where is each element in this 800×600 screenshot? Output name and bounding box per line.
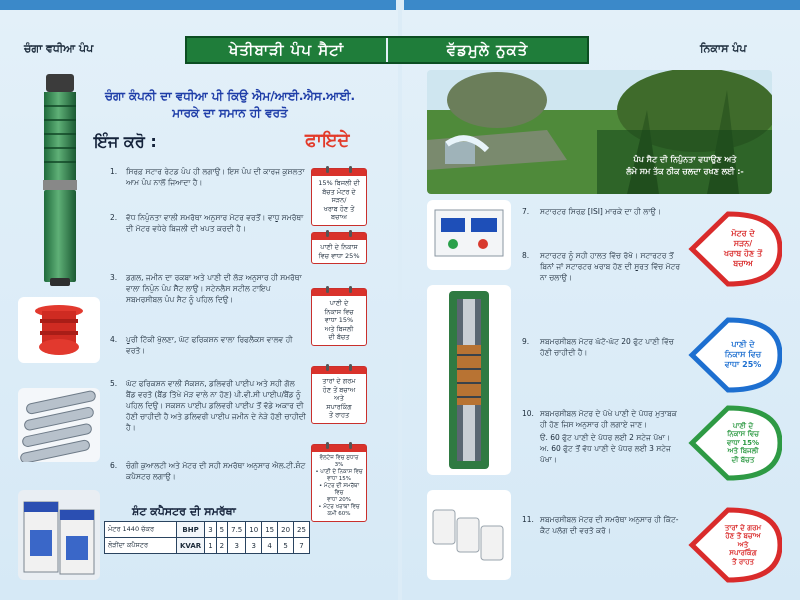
- good-pump-label: ਚੰਗਾ ਵਧੀਆ ਪੰਪ: [24, 42, 94, 55]
- headline-line-2: ਮਾਰਕੇ ਦਾ ਸਮਾਨ ਹੀ ਵਰਤੋ: [172, 106, 288, 120]
- step-10: 10. ਸਬਮਰਸੀਬਲ ਮੋਟਰ ਦੇ ਪੱਖੇ ਪਾਣੀ ਦੇ ਪੱਧਰ ਮੁਤਾਬਕ ਹੀ ਹੋਣ ਜਿਸ ਅਨੁਸਾਰ ਹੀ ਲਗਾਏ ਜਾਣ। ੳ. 60 ਫੁੱਟ ਪਾਣੀ ਦੇ ਪੱਧਰ ਲਈ 2 ਸਟੇਜ ਪੱਖਾ। ਅ. 60 ਫੁੱਟ ਤੋਂ ਵੱਧ ਪਾਣੀ ਦੇ ਪੱਧਰ ਲਈ 3 ਸਟੇਜ ਪੱਖਾ।: [522, 408, 684, 465]
- banner-title-left: ਖੇਤੀਬਾੜੀ ਪੰਪ ਸੈਟਾਂ: [228, 41, 345, 59]
- benefit-card: ਵੋਲਟੇਜ ਵਿਚ ਸੁਧਾਰ 3% • ਪਾਣੀ ਦੇ ਨਿਕਾਸ ਵਿਚ ਵਾਧਾ 15% • ਮੋਟਰ ਦੀ ਸਮਰੱਥਾ ਵਿਚ ਵਾਧਾ 20% • ਮੋਟਰ ਖਰਾਬਾਂ ਵਿਚ ਕਮੀ 60%: [311, 444, 367, 522]
- benefit-card: ਤਾਰਾਂ ਦੇ ਗਰਮ ਹੋਣ ਤੋਂ ਬਚਾਅ ਅਤੇ ਸਪਾਰਕਿੰਗ ਤੋਂ ਰਾਹਤ: [311, 366, 367, 424]
- benefit-drop: ਮੋਟਰ ਦੇ ਸੜਨ/ ਖਰਾਬ ਹੋਣ ਤੋਂ ਬਚਾਅ: [688, 210, 782, 288]
- top-strip: [0, 0, 800, 10]
- table-row: ਲੋੜੀਂਦਾ ਕਪੈਸਟਰ KVAR 1 2 3 3 4 5 7: [105, 538, 310, 554]
- benefit-drop: ਪਾਣੀ ਦੇ ਨਿਕਾਸ ਵਿਚ ਵਾਧਾ 15% ਅਤੇ ਬਿਜਲੀ ਦੀ ਬੱਚਤ: [688, 404, 782, 482]
- motor-cutaway-icon: [427, 285, 511, 475]
- benefit-card: ਪਾਣੀ ਦੇ ਨਿਕਾਸ ਵਿਚ ਵਾਧਾ 15% ਅਤੇ ਬਿਜਲੀ ਦੀ ਬੱਚਤ: [311, 288, 367, 346]
- benefit-drop: ਤਾਰਾਂ ਦੇ ਗਰਮ ਹੋਣ ਤੋਂ ਬਚਾਅ ਅਤੇ ਸਪਾਰਕਿੰਗ ਤੋਂ ਰਾਹਤ: [688, 506, 782, 584]
- farm-photo: [427, 70, 772, 194]
- foot-valve-icon: [18, 297, 100, 363]
- kitkat-plug-image: [427, 490, 511, 580]
- capacitor-table: [104, 521, 310, 554]
- title-banner: [185, 36, 589, 64]
- step-4: 4. ਪੂਰੀ ਟਿੱਕੀ ਖੁੱਲਣਾ, ਘੱਟ ਫਰਿਕਸ਼ਨ ਵਾਲਾ ਰਿਫਲੈਕਸ ਵਾਲਵ ਹੀ ਵਰਤੋ।: [110, 335, 293, 355]
- step-1: 1. ਸਿਰਫ਼ ਸਟਾਰ ਰੇਟਡ ਪੰਪ ਹੀ ਲਗਾਉ। ਇਸ ਪੰਪ ਦੀ ਕਾਰਜ ਕੁਸ਼ਲਤਾ ਆਮ ਪੰਪ ਨਾਲੋਂ ਜਿਆਦਾ ਹੈ।: [110, 167, 305, 187]
- pipes-image: [18, 388, 100, 462]
- step-3: 3. ਡਗਲ, ਜਮੀਨ ਦਾ ਰਕਬਾ ਅਤੇ ਪਾਣੀ ਦੀ ਲੋੜ ਅਨੁਸਾਰ ਹੀ ਸਮਰੱਥਾ ਵਾਲਾ ਨਿਪੁੰਨ ਪੰਪ ਸੈੱਟ ਲਾਉ। ਸਟੇਨਲੈਸ ਸਟੀਲ ਟਾਇਪ ਸਬਮਰਸੀਬਲ ਪੰਪ ਸੈਟ ਨੂੰ ਪਹਿਲ ਦਿਉ।: [110, 273, 302, 304]
- foot-valve-image: [18, 297, 100, 363]
- benefit-drop: ਪਾਣੀ ਦੇ ਨਿਕਾਸ ਵਿਚ ਵਾਧਾ 25%: [688, 316, 782, 394]
- step-10-sub-a: ੳ. 60 ਫੁੱਟ ਪਾਣੀ ਦੇ ਪੱਧਰ ਲਈ 2 ਸਟੇਜ ਪੱਖਾ।: [540, 433, 671, 442]
- headline-line-1: ਚੰਗਾ ਕੰਪਨੀ ਦਾ ਵਧੀਆ ਪੀ ਕਿਉ ਐਮ/ਆਈ.ਐਸ.ਆਈ.: [104, 89, 356, 103]
- pipes-icon: [18, 388, 100, 462]
- photo-caption: ਪੰਪ ਸੈਟ ਦੀ ਨਿਪੁੰਨਤਾ ਵਧਾਉਣ ਅਤੇ ਲੰਮੇ ਸਮ ਤੱਕ ਠੀਕ ਚਲਦਾ ਰਖਣ ਲਈ :-: [626, 155, 744, 176]
- banner-title-right: ਵੱਡਮੁਲੇ ਨੁਕਤੇ: [386, 38, 587, 62]
- headline: [80, 88, 380, 122]
- capacitor-icon: [18, 490, 100, 580]
- table-row: ਮੋਟਰ 1440 ਚੱਕਰ BHP 3 5 7.5 10 15 20 25: [105, 522, 310, 538]
- step-8: 8. ਸਟਾਰਟਰ ਨੂੰ ਸਹੀ ਹਾਲਤ ਵਿੱਚ ਰੱਖੋ। ਸਟਾਰਟਰ ਤੋਂ ਬਿਨਾਂ ਜਾਂ ਸਟਾਰਟਰ ਖਰਾਬ ਹੋਣ ਦੀ ਸੂਰਤ ਵਿੱਚ ਮੋਟਰ ਨਾ ਚਲਾਉ।: [522, 251, 680, 282]
- benefit-card: ਪਾਣੀ ਦੇ ਨਿਕਾਸ ਵਿਚ ਵਾਧਾ 25%: [311, 232, 367, 264]
- discharge-pump-label: ਨਿਕਾਸ ਪੰਪ: [700, 42, 747, 55]
- step-9: 9. ਸਬਮਰਸੀਬਲ ਮੋਟਰ ਘੱਟੋ-ਘੱਟ 20 ਫੁੱਟ ਪਾਣੀ ਵਿੱਚ ਹੋਣੀ ਚਾਹੀਦੀ ਹੈ।: [522, 337, 674, 357]
- capacitor-table-title: ਸ਼ੰਟ ਕਪੈਸਟਰ ਦੀ ਸਮਰੱਥਾ: [132, 505, 236, 518]
- step-5: 5. ਘੱਟ ਫਰਿਕਸ਼ਨ ਵਾਲੀ ਸੱਕਸ਼ਨ, ਡਲਿਵਰੀ ਪਾਈਪ ਅਤੇ ਸਹੀ ਗੋਲ ਬੈਂਡ ਵਰਤੋ (ਬੈਂਡ ਤਿੱਖੇ ਮੋੜ ਵਾਲੇ ਨਾ ਹੋਣ) ਪੀ.ਵੀ.ਸੀ ਪਾਈਪ/ਬੈਂਡ ਨੂੰ ਪਹਿਲ ਦਿਉ। ਸਕਸ਼ਨ ਪਾਈਪ ਡਲਿਵਰੀ ਪਾਈਪ ਤੋਂ ਵੱਡੇ ਅਕਾਰ ਦੀ ਹੋਣੀ ਚਾਹੀਦੀ ਹੈ ਅਤੇ ਡਲਿਵਰੀ ਪਾਈਪ ਜਮੀਨ ਦੇ ਨੇੜੇ ਹੋਣੀ ਚਾਹੀਦੀ ਹੈ।: [110, 379, 306, 432]
- step-2: 2. ਵੱਧ ਨਿਪੁੰਨਤਾ ਵਾਲੀ ਸਮਰੱਥਾ ਅਨੁਸਾਰ ਮੋਟਰ ਵਰਤੋਂ। ਵਾਧੂ ਸਮਰੱਥਾ ਦੀ ਮੋਟਰ ਵਧੇਰੇ ਬਿਜਲੀ ਦੀ ਖਪਤ ਕਰਦੀ ਹੈ।: [110, 213, 304, 233]
- step-7: 7. ਸਟਾਰਟਰ ਸਿਰਫ਼ [ISI] ਮਾਰਕੇ ਦਾ ਹੀ ਲਾਉ।: [522, 207, 661, 216]
- benefit-card: 15% ਬਿਜਲੀ ਦੀ ਬੱਚਤ ਮੋਟਰ ਦੇ ਸੜਨ/ ਖਰਾਬ ਹੋਣ ਤੋਂ ਬਚਾਅ: [311, 168, 367, 226]
- capacitor-image: [18, 490, 100, 580]
- benefits-title: ਫਾਇਦੇ: [305, 130, 350, 151]
- step-6: 6. ਚੰਗੀ ਕੁਆਲਟੀ ਅਤੇ ਮੋਟਰ ਦੀ ਸਹੀ ਸਮਰੱਥਾ ਅਨੁਸਾਰ ਐਲ.ਟੀ.ਸ਼ੰਟ ਕਪੈਸਟਰ ਲਗਾਉ।: [110, 461, 306, 481]
- kitkat-plug-icon: [427, 490, 511, 580]
- starter-icon: [427, 200, 511, 270]
- step-11: 11. ਸਬਮਰਸੀਬਲ ਮੋਟਰ ਦੀ ਸਮਰੱਥਾ ਅਨੁਸਾਰ ਹੀ ਕਿੱਟ-ਕੈਟ ਪਲੱਗ ਦੀ ਵਰਤੋ ਕਰੋ।: [522, 515, 679, 535]
- do-this-title: ਇੰਜ ਕਰੋ :: [94, 132, 157, 151]
- motor-cutaway-image: [427, 285, 511, 475]
- step-10-sub-b: ਅ. 60 ਫੁੱਟ ਤੋਂ ਵੱਧ ਪਾਣੀ ਦੇ ਪੱਧਰ ਲਈ 3 ਸਟੇਜ ਪੱਖਾ।: [540, 444, 671, 464]
- starter-image: [427, 200, 511, 270]
